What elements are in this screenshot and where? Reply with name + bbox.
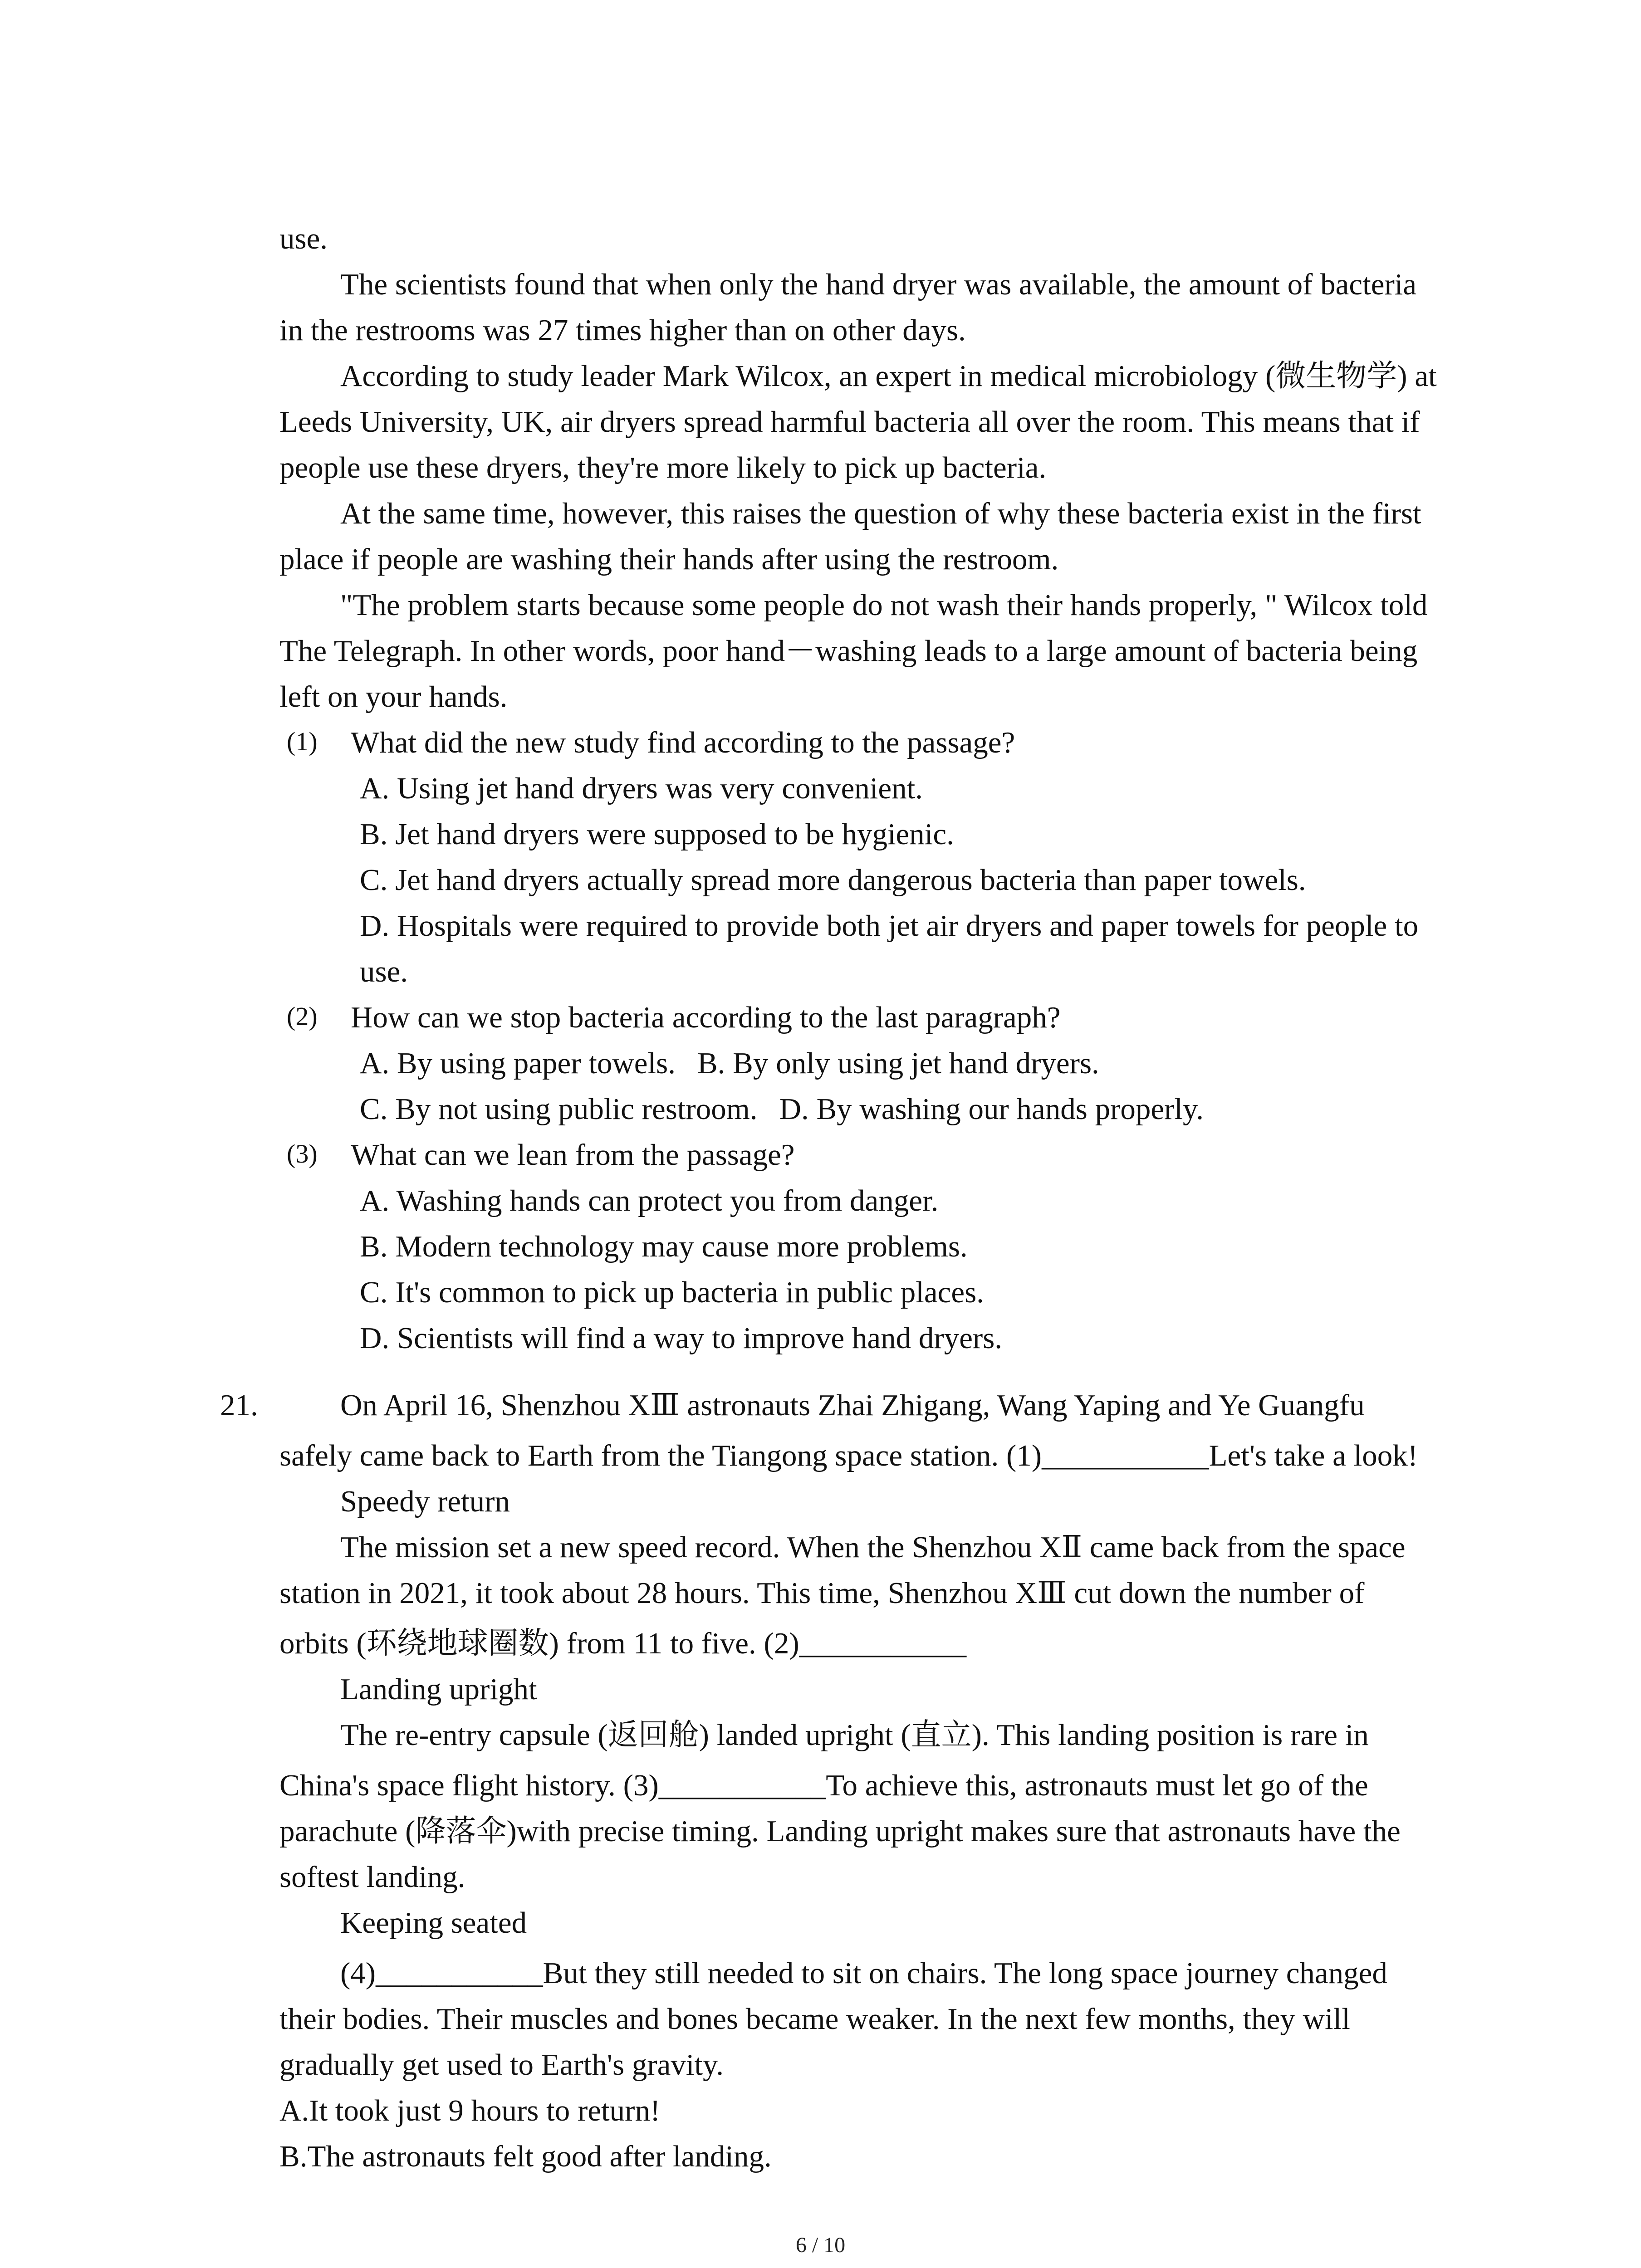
option-a: A.It took just 9 hours to return! bbox=[279, 2094, 661, 2127]
passage-line: The Telegraph. In other words, poor hand－washing leads to a large amount of bacteria being bbox=[279, 634, 1418, 668]
option-line bbox=[279, 1315, 1550, 1361]
page-content bbox=[220, 216, 1550, 2180]
section-line: parachute (降落伞)with precise timing. Landing upright makes sure that astronauts have the bbox=[279, 1814, 1401, 1848]
section-line bbox=[279, 1621, 1550, 1667]
passage-line: According to study leader Mark Wilcox, an expert in medical microbiology (微生物学) at bbox=[340, 359, 1437, 393]
option-line bbox=[279, 1086, 1550, 1132]
passage-continued-line: use. bbox=[279, 222, 328, 255]
section-line: The mission set a new speed record. When the Shenzhou XⅡ came back from the space bbox=[340, 1530, 1406, 1564]
option-line bbox=[279, 857, 1550, 903]
passage-line: Leeds University, UK, air dryers spread harmful bacteria all over the room. This means that if bbox=[279, 405, 1420, 439]
line-text: orbits (环绕地球圈数) from 11 to five. (2) bbox=[279, 1627, 799, 1660]
line-text: But they still needed to sit on chairs. The long space journey changed bbox=[543, 1956, 1387, 1990]
section-heading: Landing upright bbox=[340, 1672, 537, 1706]
passage-line: place if people are washing their hands after using the restroom. bbox=[279, 543, 1059, 576]
q21-section bbox=[279, 1667, 1550, 1900]
question-1 bbox=[279, 720, 1550, 995]
passage-line: in the restrooms was 27 times higher than on other days. bbox=[279, 313, 966, 347]
question-number: 21. bbox=[220, 1388, 258, 1422]
question-stem-row bbox=[279, 1132, 1550, 1178]
option-c: C. By not using public restroom. bbox=[360, 1092, 758, 1126]
option-b: B. By only using jet hand dryers. bbox=[697, 1046, 1099, 1080]
option-line bbox=[279, 766, 1550, 811]
option-b: B.The astronauts felt good after landing. bbox=[279, 2140, 772, 2173]
option-line bbox=[279, 1224, 1550, 1270]
section-line: gradually get used to Earth's gravity. bbox=[279, 2048, 724, 2082]
option-d: D. Scientists will find a way to improve hand dryers. bbox=[360, 1321, 1003, 1355]
passage-paragraph bbox=[279, 491, 1550, 582]
line-text: China's space flight history. (3) bbox=[279, 1769, 659, 1802]
section-heading: Keeping seated bbox=[340, 1906, 527, 1940]
question-stem-row bbox=[279, 995, 1550, 1041]
passage-paragraph bbox=[279, 262, 1550, 353]
option-line bbox=[279, 1178, 1550, 1224]
option-a: A. Using jet hand dryers was very convenient. bbox=[360, 772, 923, 805]
option-line bbox=[279, 1270, 1550, 1315]
option-a: A. By using paper towels. bbox=[360, 1046, 676, 1080]
option-line bbox=[279, 949, 1550, 995]
answer-blank: ___________ bbox=[376, 1956, 543, 1990]
option-a: A. Washing hands can protect you from danger. bbox=[360, 1184, 939, 1217]
passage-paragraph bbox=[279, 582, 1550, 720]
page-number: 6 / 10 bbox=[795, 2233, 846, 2257]
passage-line: people use these dryers, they're more likely to pick up bacteria. bbox=[279, 451, 1047, 484]
q21-intro-line bbox=[279, 1433, 1550, 1479]
passage-line: left on your hands. bbox=[279, 680, 508, 714]
comprehension-questions bbox=[279, 720, 1550, 1361]
option-line bbox=[279, 903, 1550, 949]
question-number: (3) bbox=[287, 1139, 318, 1168]
section-line: their bodies. Their muscles and bones became weaker. In the next few months, they will bbox=[279, 2002, 1350, 2036]
question-stem: What can we lean from the passage? bbox=[351, 1138, 795, 1172]
section-line: The re-entry capsule (返回舱) landed upright (直立). This landing position is rare in bbox=[340, 1718, 1369, 1752]
q21-intro-text: On April 16, Shenzhou XⅢ astronauts Zhai Zhigang, Wang Yaping and Ye Guangfu bbox=[340, 1388, 1365, 1422]
question-stem: What did the new study find according to the passage? bbox=[351, 726, 1015, 759]
passage-line: At the same time, however, this raises the question of why these bacteria exist in the first bbox=[340, 497, 1421, 530]
answer-blank: ___________ bbox=[1042, 1439, 1209, 1472]
section-line: softest landing. bbox=[279, 1860, 465, 1894]
question-stem: How can we stop bacteria according to the last paragraph? bbox=[351, 1001, 1061, 1034]
passage-paragraph bbox=[279, 353, 1550, 491]
passage-line: The scientists found that when only the hand dryer was available, the amount of bacteria bbox=[340, 268, 1417, 301]
line-text: safely came back to Earth from the Tiangong space station. (1) bbox=[279, 1439, 1042, 1472]
option-line bbox=[279, 1041, 1550, 1086]
option-line bbox=[279, 811, 1550, 857]
question-2 bbox=[279, 995, 1550, 1132]
q21-options bbox=[279, 2088, 1550, 2180]
section-line bbox=[279, 1763, 1550, 1809]
line-text: Let's take a look! bbox=[1209, 1439, 1418, 1472]
option-b: B. Jet hand dryers were supposed to be hygienic. bbox=[360, 817, 954, 851]
section-heading: Speedy return bbox=[340, 1485, 510, 1518]
answer-blank: ___________ bbox=[658, 1769, 826, 1802]
question-number: (1) bbox=[287, 727, 318, 756]
question-3 bbox=[279, 1132, 1550, 1361]
section-line bbox=[279, 1950, 1550, 1996]
line-text: To achieve this, astronauts must let go of the bbox=[826, 1769, 1368, 1802]
question-number: (2) bbox=[287, 1002, 318, 1031]
option-d: D. Hospitals were required to provide both jet air dryers and paper towels for people to bbox=[360, 909, 1419, 943]
option-b: B. Modern technology may cause more problems. bbox=[360, 1230, 968, 1263]
answer-blank: ___________ bbox=[799, 1627, 967, 1660]
option-c: C. It's common to pick up bacteria in public places. bbox=[360, 1276, 984, 1309]
q21-intro-line bbox=[220, 1383, 1550, 1428]
line-text: (4) bbox=[340, 1956, 376, 1990]
section-line: station in 2021, it took about 28 hours. This time, Shenzhou XⅢ cut down the number of bbox=[279, 1576, 1365, 1610]
q21-section bbox=[279, 1479, 1550, 1667]
option-c: C. Jet hand dryers actually spread more dangerous bacteria than paper towels. bbox=[360, 863, 1306, 897]
question-21 bbox=[220, 1383, 1550, 2180]
reading-passage bbox=[279, 216, 1550, 720]
question-stem-row bbox=[279, 720, 1550, 766]
option-d-continued: use. bbox=[360, 955, 408, 988]
passage-line: "The problem starts because some people do not wash their hands properly, " Wilcox told bbox=[340, 588, 1428, 622]
option-d: D. By washing our hands properly. bbox=[779, 1092, 1204, 1126]
q21-section bbox=[279, 1900, 1550, 2088]
